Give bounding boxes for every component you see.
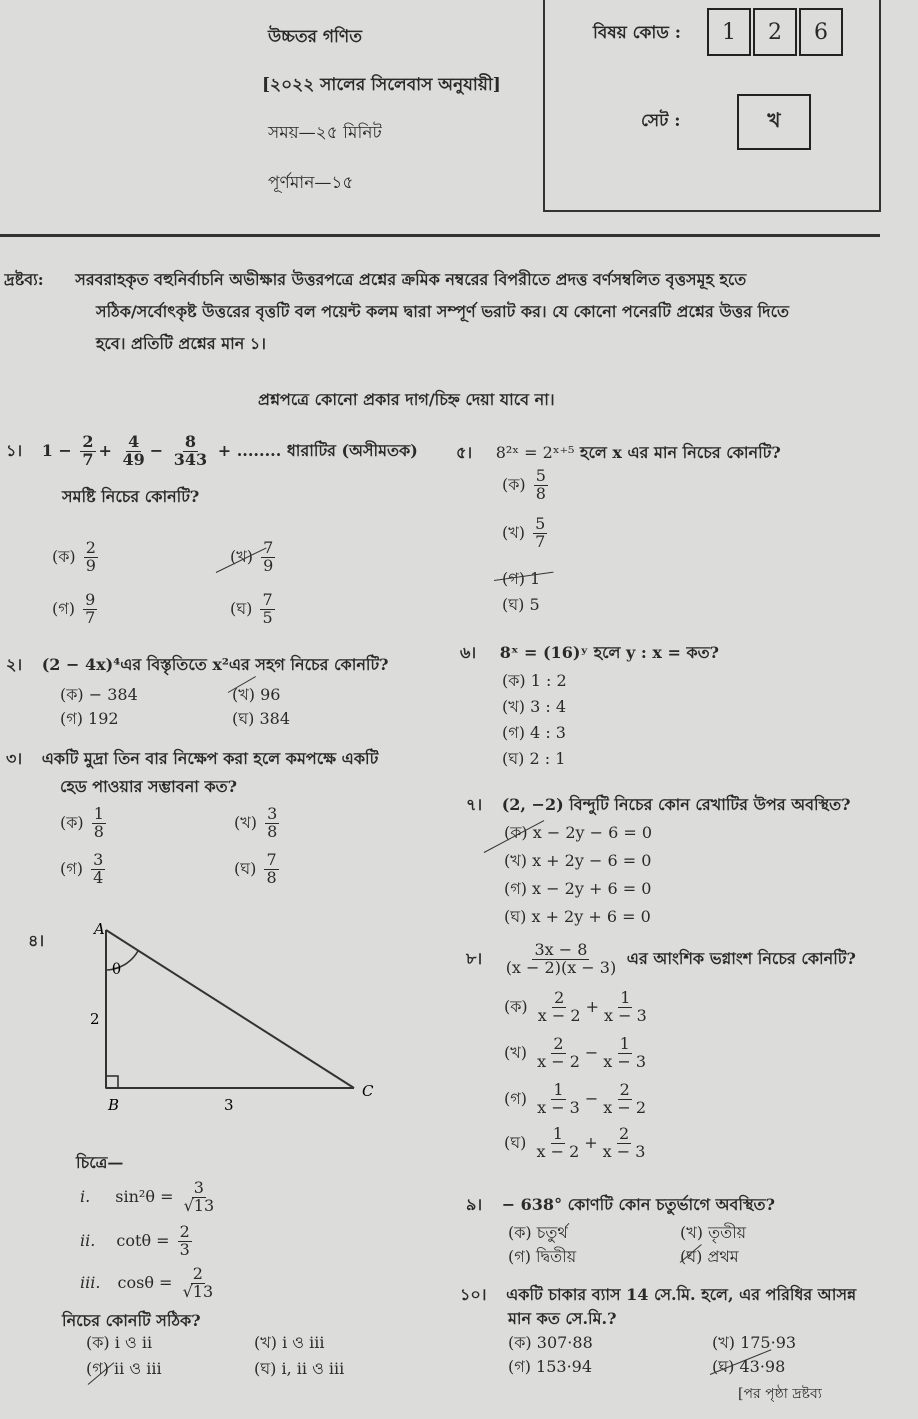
q1-stem-line-2: সমষ্টি নিচের কোনটি?: [62, 487, 200, 506]
code-box: [543, 0, 881, 212]
denominator: x − 2: [536, 1141, 580, 1161]
option-label: (ঘ): [230, 598, 253, 618]
instruction-label: দ্রষ্টব্য:: [4, 270, 44, 289]
q1-option-b[interactable]: [230, 540, 278, 575]
option-label: (খ): [234, 812, 257, 832]
q6-option-b[interactable]: (খ) 3 : 4: [502, 697, 566, 716]
statement-label: iii.: [80, 1272, 101, 1292]
denominator: 4: [93, 867, 104, 887]
q8-option-b[interactable]: [504, 1036, 651, 1071]
q1-expr-tail: + ........ ধারাটির (অসীমতক): [217, 440, 418, 460]
q2-option-d[interactable]: (ঘ) 384: [232, 709, 290, 728]
q4-statement-i: [80, 1180, 219, 1215]
option-label: (গ): [60, 858, 83, 878]
q1-stem: ১। 1 − $\frac{2}{7}$ + $\frac{4}{49}$ − $\frac{8}{343}$ + ........ ধারাটির (অসীমতক): [6, 432, 418, 469]
instruction-text-3: হবে। প্রতিটি প্রশ্নের মান ১।: [96, 334, 266, 353]
operator: −: [584, 1088, 599, 1108]
numerator: 1: [619, 1034, 630, 1053]
option-label: (ক): [502, 474, 526, 494]
q10-text-1: একটি চাকার ব্যাস 14 সে.মি. হলে, এর পরিধির আসন্ন: [506, 1285, 857, 1304]
option-fraction: [261, 540, 275, 575]
option-label: (গ): [504, 1088, 527, 1108]
vertex-c-label: C: [362, 1082, 374, 1100]
q1-number: ১।: [6, 440, 23, 460]
q1-fraction-1: [80, 434, 95, 469]
denominator: x − 3: [537, 1097, 580, 1117]
statement-label: i.: [80, 1186, 91, 1206]
q8-option-c[interactable]: [504, 1082, 651, 1117]
q9-number: ৯।: [466, 1195, 483, 1214]
option-fraction: [536, 990, 583, 1025]
side-bc-length: 3: [224, 1096, 234, 1114]
q1-option-c[interactable]: [52, 592, 100, 627]
option-label: (ক): [52, 546, 76, 566]
q5-option-d[interactable]: (ঘ) 5: [502, 595, 540, 614]
q7-option-a[interactable]: (ক) x − 2y − 6 = 0: [504, 823, 653, 842]
instruction-line-1: [4, 264, 884, 296]
q6-option-a[interactable]: (ক) 1 : 2: [502, 671, 567, 690]
q3-option-b[interactable]: [234, 806, 282, 841]
q9-option-a[interactable]: (ক) চতুর্থ: [508, 1223, 568, 1242]
numerator: 2: [618, 1124, 630, 1143]
denominator: x − 3: [603, 1005, 647, 1025]
q9-stem: [466, 1192, 775, 1219]
option-label: (খ): [502, 522, 525, 542]
statement-fraction: [182, 1180, 217, 1215]
denominator: 343: [173, 449, 208, 469]
q9-option-d[interactable]: (ঘ) প্রথম: [680, 1247, 739, 1266]
q3-text-2: হেড পাওয়ার সম্ভাবনা কত?: [60, 777, 238, 796]
denominator: 9: [85, 555, 96, 575]
q7-option-c[interactable]: (গ) x − 2y + 6 = 0: [504, 879, 652, 898]
option-fraction: [534, 468, 548, 503]
denominator: 7: [85, 607, 96, 627]
q8-option-a[interactable]: [504, 990, 652, 1025]
numerator: 2: [85, 538, 96, 557]
q10-option-d[interactable]: (ঘ) 43·98: [712, 1357, 786, 1376]
denominator: x − 3: [603, 1051, 647, 1071]
q1-option-d[interactable]: [230, 592, 278, 627]
option-fraction: [265, 806, 279, 841]
q5-number: ৫।: [456, 443, 473, 462]
subject-title: উচ্চতর গণিত: [268, 27, 362, 47]
q2-option-c[interactable]: (গ) 192: [60, 709, 119, 728]
next-page-note: [পর পৃষ্ঠা দ্রষ্টব্য: [738, 1386, 822, 1402]
q5-option-a[interactable]: [502, 468, 551, 503]
q8-option-d[interactable]: [504, 1126, 650, 1161]
q3-stem: [6, 746, 378, 773]
numerator: 3: [193, 1178, 204, 1197]
q2-number: ২।: [6, 655, 23, 674]
numerator: 7: [263, 538, 274, 557]
denominator: 8: [267, 821, 278, 841]
denominator: 5: [262, 607, 273, 627]
q3-option-c[interactable]: [60, 852, 108, 887]
option-label: (খ): [230, 546, 253, 566]
q10-option-a[interactable]: (ক) 307·88: [508, 1333, 593, 1352]
q3-text-1: একটি মুদ্রা তিন বার নিক্ষেপ করা হলে কমপক্ষে একটি: [41, 749, 379, 768]
q5-equation: 8²ˣ = 2ˣ⁺⁵: [495, 443, 575, 462]
numerator: 2: [619, 1080, 630, 1099]
option-fraction: [602, 990, 649, 1025]
q5-option-b[interactable]: [502, 516, 550, 551]
numerator: 2: [192, 1264, 203, 1283]
side-ac: [106, 930, 354, 1088]
q9-text: − 638° কোণটি কোন চতুর্ভাগে অবস্থিত?: [501, 1195, 775, 1214]
q4-ask: নিচের কোনটি সঠিক?: [62, 1311, 201, 1330]
q1-expr-start: 1 −: [41, 440, 72, 460]
option-fraction: [84, 540, 98, 575]
numerator: 1: [552, 1124, 563, 1143]
q8-number: ৮।: [466, 948, 483, 968]
operator: +: [585, 996, 599, 1016]
q5-stem: [456, 440, 781, 467]
subject-code-cells: [707, 8, 847, 56]
numerator: 3: [93, 850, 104, 869]
denominator: 7: [82, 449, 94, 469]
q4-number: ৪।: [28, 931, 45, 950]
q2-option-b[interactable]: (খ) 96: [232, 685, 281, 704]
numerator: 2: [554, 988, 565, 1007]
q1-fraction-2: [121, 434, 147, 469]
statement-label: ii.: [80, 1230, 96, 1250]
q5-text: হলে x এর মান নিচের কোনটি?: [580, 443, 781, 462]
option-fraction: [260, 592, 274, 627]
q9-option-c[interactable]: (গ) দ্বিতীয়: [508, 1247, 577, 1266]
statement-expr: cotθ =: [116, 1230, 170, 1250]
denominator: √13: [182, 1281, 214, 1301]
q2-text: (2 − 4x)⁴এর বিস্তৃতিতে x²এর সহগ নিচের কোনটি?: [41, 655, 389, 674]
option-fraction: [91, 852, 105, 887]
q4-option-c[interactable]: (গ) ii ও iii: [86, 1359, 162, 1378]
operator: −: [584, 1042, 599, 1062]
numerator: 1: [553, 1080, 564, 1099]
q3-option-d[interactable]: [234, 852, 282, 887]
q4-statement-iii: [80, 1266, 218, 1301]
no-marks-warning: প্রশ্নপত্রে কোনো প্রকার দাগ/চিহ্ন দেয়া যাবে না।: [258, 390, 555, 409]
option-fraction: [534, 1126, 581, 1161]
q2-stem: [6, 652, 389, 679]
q4-option-a[interactable]: (ক) i ও ii: [86, 1333, 153, 1352]
q6-stem: [460, 640, 719, 667]
denominator: 8: [266, 867, 277, 887]
statement-expr: cosθ =: [117, 1272, 173, 1292]
statement-fraction: [181, 1266, 216, 1301]
option-label: (ঘ): [234, 858, 257, 878]
side-ab-length: 2: [90, 1010, 100, 1028]
statement-expr: sin²θ =: [115, 1186, 174, 1206]
numerator: 8: [184, 432, 197, 451]
set-label: সেট :: [641, 111, 681, 131]
option-fraction: [601, 1036, 648, 1071]
denominator: 9: [263, 555, 274, 575]
operator: +: [584, 1132, 598, 1152]
option-fraction: [533, 516, 547, 551]
syllabus-note: [২০২২ সালের সিলেবাস অনুযায়ী]: [262, 75, 501, 95]
numerator: 1: [93, 804, 104, 823]
denominator: x − 2: [537, 1005, 581, 1025]
instruction-text-2: সঠিক/সর্বোৎকৃষ্ট উত্তরের বৃত্তটি বল পয়েন্ট কলম দ্বারা সম্পূর্ণ ভরাট কর। যে কোনো পনেরটি প্রশ্নের উত্তর দিতে: [96, 302, 790, 321]
option-fraction: [601, 1126, 648, 1161]
subject-code-label: বিষয় কোড :: [593, 23, 682, 43]
numerator: 7: [266, 850, 277, 869]
statement-fraction: [178, 1224, 192, 1259]
vertex-a-label: A: [94, 920, 105, 938]
q4-statement-ii: [80, 1224, 195, 1259]
denominator: 8: [535, 483, 546, 503]
numerator: 5: [535, 466, 546, 485]
q10-stem: [460, 1282, 856, 1309]
option-label: (ঘ): [504, 1132, 527, 1152]
numerator: 1: [620, 988, 631, 1007]
q1-option-a[interactable]: [52, 540, 101, 575]
angle-arc: [106, 951, 138, 970]
denominator: 7: [535, 531, 546, 551]
q6-option-d[interactable]: (ঘ) 2 : 1: [502, 749, 566, 768]
subject-code-digit: 2: [753, 8, 797, 56]
numerator: 2: [179, 1222, 190, 1241]
denominator: x − 2: [537, 1051, 580, 1071]
q8-text: এর আংশিক ভগ্নাংশ নিচের কোনটি?: [626, 948, 856, 968]
numerator: 9: [85, 590, 96, 609]
numerator: 2: [553, 1034, 564, 1053]
q8-fraction: [504, 942, 619, 977]
denominator: (x − 2)(x − 3): [505, 957, 617, 977]
q7-stem: [466, 792, 851, 819]
vertex-b-label: B: [108, 1096, 120, 1114]
q4-option-d[interactable]: (ঘ) i, ii ও iii: [254, 1359, 345, 1378]
q7-option-b[interactable]: (খ) x + 2y − 6 = 0: [504, 851, 652, 870]
subject-code-digit: 1: [707, 8, 751, 56]
q5-option-c[interactable]: (গ) 1: [502, 569, 541, 588]
numerator: 7: [262, 590, 273, 609]
theta-label: θ: [112, 960, 122, 978]
q10-option-c[interactable]: (গ) 153·94: [508, 1357, 593, 1376]
triangle-diagram: [80, 918, 400, 1118]
instruction-text-1: সরবরাহকৃত বহুনির্বাচনি অভীক্ষার উত্তরপত্রে প্রশ্নের ক্রমিক নম্বরের বিপরীতে প্রদত্ত বর্ণসম্বলিত বৃত্তসমূহ হতে: [75, 270, 747, 289]
option-fraction: [535, 1082, 582, 1117]
instruction-block: [4, 264, 884, 360]
set-value: খ: [767, 107, 781, 132]
option-fraction: [535, 1036, 582, 1071]
option-fraction: [92, 806, 106, 841]
numerator: 5: [535, 514, 546, 533]
numerator: 2: [82, 432, 94, 451]
q7-text: (2, −2) বিন্দুটি নিচের কোন রেখাটির উপর অবস্থিত?: [501, 795, 851, 814]
numerator: 3: [267, 804, 278, 823]
q7-option-d[interactable]: (ঘ) x + 2y + 6 = 0: [504, 907, 651, 926]
right-angle-mark: [106, 1076, 118, 1088]
option-label: (খ): [504, 1042, 527, 1062]
option-label: (ক): [60, 812, 84, 832]
denominator: √13: [183, 1195, 215, 1215]
denominator: x − 2: [603, 1097, 647, 1117]
denominator: 49: [122, 449, 145, 469]
q4-caption: চিত্রে—: [76, 1153, 124, 1172]
q9-option-b[interactable]: (খ) তৃতীয়: [680, 1223, 747, 1242]
header-divider: [0, 234, 880, 237]
numerator: 4: [128, 432, 140, 451]
q3-number: ৩।: [6, 749, 23, 768]
denominator: x − 3: [602, 1141, 646, 1161]
denominator: 3: [179, 1239, 190, 1259]
full-marks: পূর্ণমান—১৫: [268, 173, 354, 193]
option-label: (ক): [504, 996, 528, 1016]
q6-option-c[interactable]: (গ) 4 : 3: [502, 723, 566, 742]
set-box: [737, 94, 811, 150]
exam-time: সময়—২৫ মিনিট: [268, 123, 382, 143]
q1-fraction-3: [172, 434, 209, 469]
q8-stem: [466, 942, 856, 977]
q10-number: ১০।: [460, 1285, 487, 1304]
option-fraction: [264, 852, 278, 887]
option-fraction: [83, 592, 97, 627]
q4-option-b[interactable]: (খ) i ও iii: [254, 1333, 325, 1352]
subject-code-digit: 6: [799, 8, 843, 56]
option-label: (গ): [52, 598, 75, 618]
q6-number: ৬।: [460, 643, 477, 662]
denominator: 8: [93, 821, 104, 841]
q7-number: ৭।: [466, 795, 483, 814]
option-fraction: [601, 1082, 648, 1117]
q2-option-a[interactable]: (ক) − 384: [60, 685, 138, 704]
q3-option-a[interactable]: [60, 806, 109, 841]
q10-text-2: মান কত সে.মি.?: [508, 1309, 617, 1328]
q10-option-b[interactable]: (খ) 175·93: [712, 1333, 797, 1352]
q6-text: 8ˣ = (16)ʸ হলে y : x = কত?: [499, 643, 720, 662]
numerator: 3x − 8: [534, 940, 588, 959]
